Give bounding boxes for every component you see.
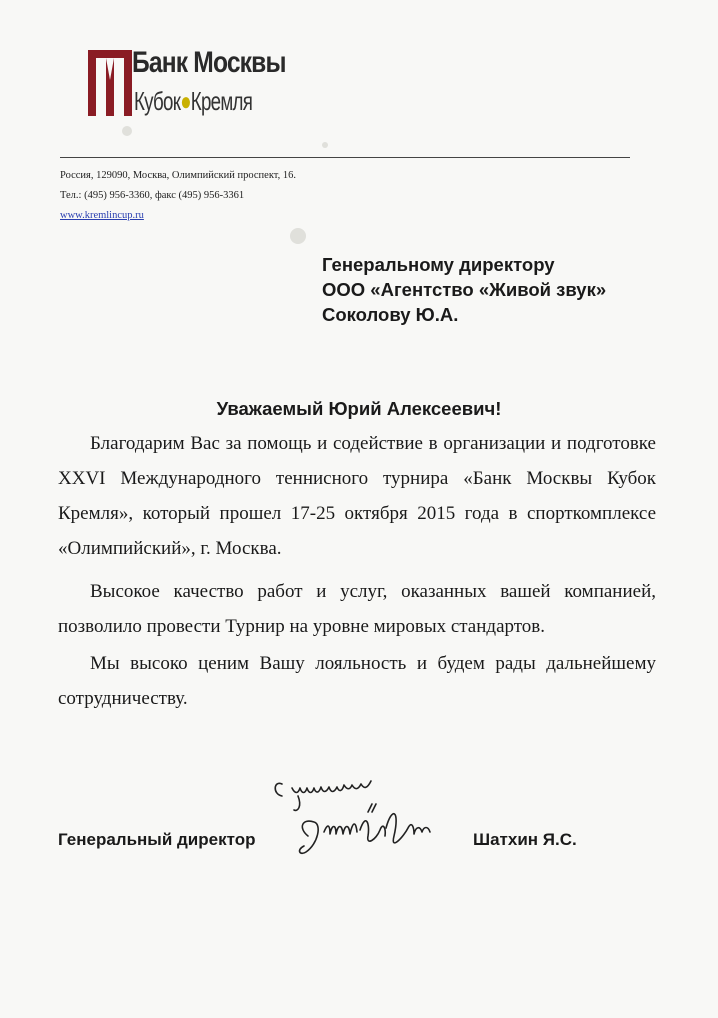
recipient-name: Соколову Ю.А.: [322, 304, 459, 325]
scan-speck: [322, 142, 328, 148]
bank-logo: [88, 46, 298, 122]
letter-greeting: Уважаемый Юрий Алексеевич!: [216, 398, 502, 419]
header-website-link[interactable]: www.kremlincup.ru: [60, 210, 144, 221]
logo-kremlin-word: Кремля: [190, 86, 253, 116]
logo-cup-name: [134, 86, 252, 117]
handwritten-signature: [268, 766, 458, 866]
logo-bank-name: Банк Москвы: [132, 46, 286, 79]
header-address: Россия, 129090, Москва, Олимпийский проспект, 16.: [60, 170, 296, 181]
tennis-ball-icon: ●: [180, 86, 191, 116]
body-paragraph-3-text: Мы высоко ценим Вашу лояльность и будем рады дальнейшему сотрудничеству.: [58, 653, 656, 709]
scan-speck: [290, 228, 306, 244]
recipient-position: Генеральному директору: [322, 254, 555, 275]
recipient-company: ООО «Агентство «Живой звук»: [322, 279, 607, 300]
bank-logo-mark-icon: [88, 50, 132, 116]
body-paragraph-1: [58, 426, 656, 566]
logo-cup-word: Кубок: [134, 86, 181, 116]
header-divider: [60, 157, 630, 158]
scan-speck: [122, 126, 132, 136]
signatory-title: Генеральный директор: [58, 830, 256, 849]
header-phone: Тел.: (495) 956-3360, факс (495) 956-3361: [60, 190, 245, 201]
body-paragraph-2-text: Высокое качество работ и услуг, оказанных вашей компанией, позволило провести Турнир на уровне мировых стандартов.: [58, 581, 656, 637]
body-paragraph-1-text: Благодарим Вас за помощь и содействие в организации и подготовке XXVI Международного теннисного турнира «Банк Москвы Кубок Кремля», который прошел 17-25 октября 2015 года в спорткомплексе «Олимпийский», г. Москва.: [58, 433, 656, 559]
body-paragraph-3: [58, 646, 656, 716]
signatory-name: Шатхин Я.С.: [473, 830, 577, 849]
recipient-block: [322, 252, 606, 327]
body-paragraph-2: [58, 574, 656, 644]
